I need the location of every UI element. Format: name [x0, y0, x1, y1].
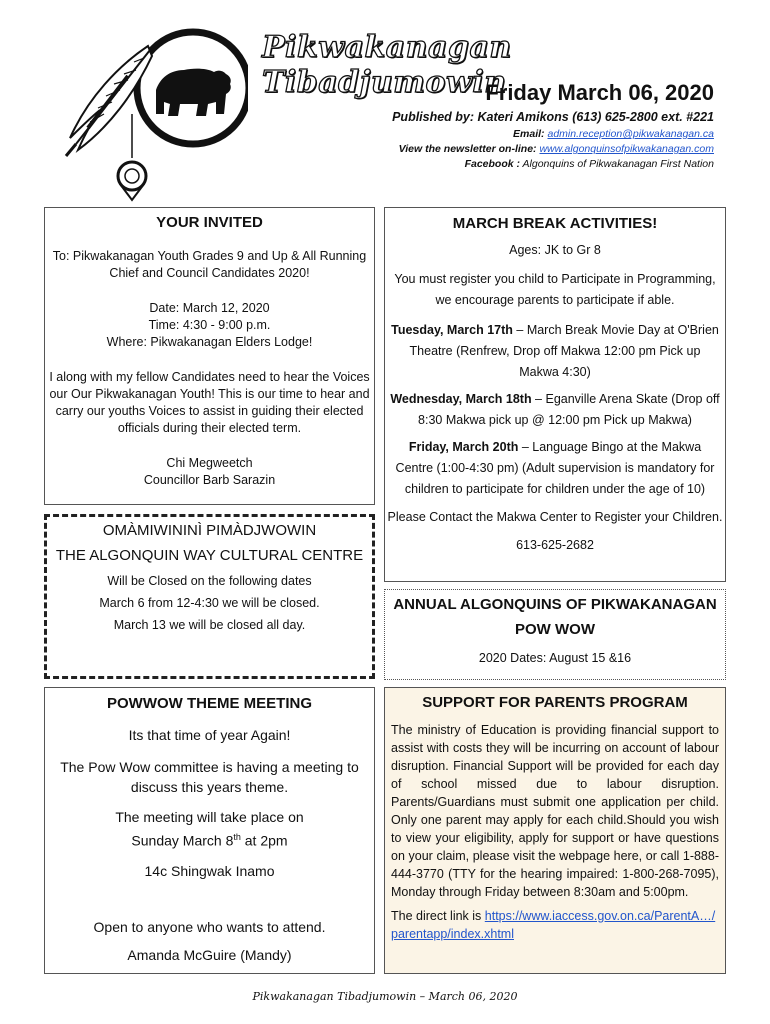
theme-location: 14c Shingwak Inamo	[144, 862, 275, 879]
invited-signature: Councillor Barb Sarazin	[143, 473, 276, 487]
march-break-phone: 613-625-2682	[516, 538, 594, 552]
invited-box	[44, 207, 375, 505]
email-link[interactable]: admin.reception@pikwakanagan.ca	[547, 128, 714, 140]
theme-line-3: The meeting will take place on	[115, 809, 304, 825]
event-wednesday: Wednesday, March 18th – Eganville Arena Skate (Drop off 8:30 Makwa pick up @ 12:00 pm Pick up Makwa)	[390, 392, 720, 427]
cultural-line-3: March 13 we will be closed all day.	[113, 618, 306, 632]
march-break-box	[384, 207, 726, 582]
event-tuesday: Tuesday, March 17th – March Break Movie Day at O'Brien Theatre (Renfrew, Drop off Makwa 12:00 pm Pick up Makwa 4:30)	[391, 323, 719, 379]
theme-open: Open to anyone who wants to attend.	[93, 918, 326, 935]
online-line: View the newsletter on-line: www.algonquinsofpikwakanagan.com	[398, 143, 714, 155]
facebook-line: Facebook : Algonquins of Pikwakanagan First Nation	[464, 158, 714, 170]
website-link[interactable]: www.algonquinsofpikwakanagan.com	[539, 143, 714, 155]
page-footer: Pikwakanagan Tibadjumowin – March 06, 2020	[252, 990, 518, 1003]
support-body: The ministry of Education is providing financial support to assist with costs they will be incurring on account of labour disruption. Financial Support will be provided for each day of school missed due to labour disruption. Parents/Guardians must submit one application per child. Only one parent may apply for each child.Should you wish to view your eligibility, apply for support or have questions on your claim, please visit the webpage here, or call 1-888-444-3770 (TTY for the hearing impaired: 1-800-268-7095), Monday through Friday between 8:30am and 5:00pm.	[391, 723, 719, 899]
invited-body: I along with my fellow Candidates need to hear the Voices our Our Pikwakanagan Youth! This is our time to hear and carry our youths Voices to assist in guiding their elected officials during their elected term.	[49, 370, 370, 435]
publisher-line: Published by: Kateri Amikons (613) 625-2800 ext. #221	[392, 110, 714, 124]
cultural-title-2: THE ALGONQUIN WAY CULTURAL CENTRE	[55, 547, 364, 564]
invited-date: Date: March 12, 2020	[149, 301, 270, 315]
event-friday: Friday, March 20th – Language Bingo at the Makwa Centre (1:00-4:30 pm) (Adult supervision is mandatory for children to participate for children under the age of 10)	[395, 440, 715, 496]
theme-contact: Amanda McGuire (Mandy)	[127, 946, 292, 963]
pow-wow-title-2: POW WOW	[515, 621, 595, 638]
pow-wow-title-1: ANNUAL ALGONQUINS OF PIKWAKANAGAN	[393, 596, 717, 613]
support-box	[384, 687, 726, 974]
cultural-title-1: OMÀMIWININÌ PIMÀDJWOWIN	[102, 522, 317, 539]
theme-meeting-box	[44, 687, 375, 974]
invited-time: Time: 4:30 - 9:00 p.m.	[148, 318, 271, 332]
cultural-line-2: March 6 from 12-4:30 we will be closed.	[99, 596, 320, 610]
march-break-register: You must register you child to Participate in Programming, we encourage parents to participate if able.	[394, 272, 716, 307]
issue-date: Friday March 06, 2020	[485, 80, 714, 105]
cultural-centre-box	[44, 514, 375, 679]
invited-title: YOUR INVITED	[156, 214, 263, 231]
email-line: Email: admin.reception@pikwakanagan.ca	[513, 128, 714, 140]
march-break-title: MARCH BREAK ACTIVITIES!	[452, 215, 658, 232]
theme-line-2: The Pow Wow committee is having a meeting to discuss this years theme.	[60, 759, 359, 795]
support-link[interactable]: https://www.iaccess.gov.on.ca/ParentA…/parentapp/index.xhtml	[391, 909, 716, 941]
pow-wow-dates: 2020 Dates: August 15 &16	[478, 651, 632, 665]
theme-line-4: Sunday March 8th at 2pm	[131, 832, 288, 849]
support-title: SUPPORT FOR PARENTS PROGRAM	[422, 694, 688, 711]
cultural-line-1: Will be Closed on the following dates	[107, 574, 312, 588]
invited-to: To: Pikwakanagan Youth Grades 9 and Up & All Running Chief and Council Candidates 2020!	[52, 249, 367, 280]
theme-line-1: Its that time of year Again!	[128, 727, 291, 743]
support-link-line: The direct link is https://www.iaccess.gov.on.ca/ParentA…/parentapp/index.xhtml	[391, 909, 716, 941]
logo	[48, 18, 248, 203]
charm-icon	[118, 114, 146, 200]
theme-meeting-title: POWWOW THEME MEETING	[107, 695, 312, 712]
masthead-title: Pikwakanagan Tibadjumowin	[262, 30, 512, 100]
march-break-ages: Ages: JK to Gr 8	[509, 243, 601, 257]
invited-thanks: Chi Megweetch	[166, 456, 253, 470]
invited-where: Where: Pikwakanagan Elders Lodge!	[106, 335, 313, 349]
march-break-contact: Please Contact the Makwa Center to Register your Children.	[387, 510, 723, 524]
pow-wow-box	[384, 589, 726, 680]
